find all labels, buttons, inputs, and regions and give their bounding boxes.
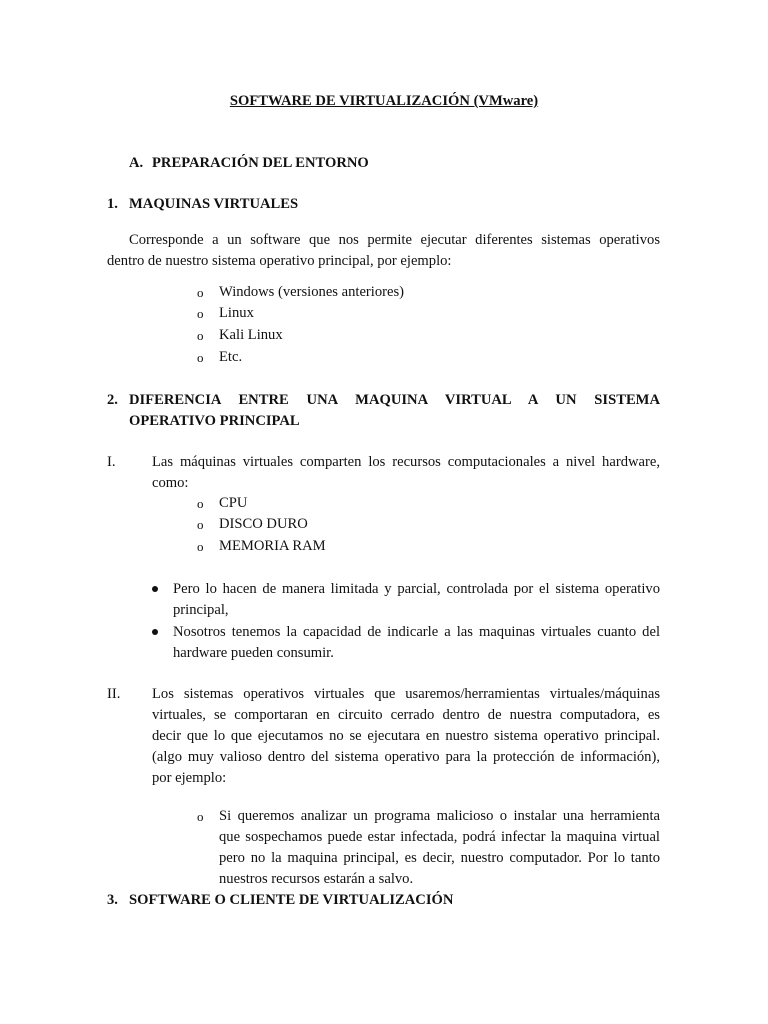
paragraph-line: nuestros recursos estarán a salvo.: [219, 871, 414, 887]
list-item: Kali Linux: [219, 327, 283, 343]
section-2-marker: 2.: [107, 392, 118, 408]
section-1-paragraph: [107, 230, 660, 272]
circle-bullet-icon: o: [197, 328, 204, 343]
section-2-heading: [129, 390, 660, 432]
roman-marker-ii: II.: [107, 686, 121, 702]
paragraph-line: principal,: [173, 602, 229, 618]
paragraph-line: como:: [152, 475, 189, 491]
heading-line: OPERATIVO PRINCIPAL: [129, 413, 300, 429]
circle-bullet-icon: o: [197, 809, 204, 824]
section-a-marker: A.: [129, 155, 144, 171]
section-1-heading: MAQUINAS VIRTUALES: [129, 196, 299, 212]
document-title: SOFTWARE DE VIRTUALIZACIÓN (VMware): [229, 93, 539, 109]
circle-bullet-icon: o: [197, 539, 204, 554]
heading-line: DIFERENCIA ENTRE UNA MAQUINA VIRTUAL A UN SISTEMA: [129, 392, 660, 408]
list-item: MEMORIA RAM: [219, 538, 326, 554]
paragraph-line: dentro de nuestro sistema operativo principal, por ejemplo:: [107, 253, 452, 269]
paragraph-line: virtuales, se comportaran en circuito cerrado dentro de nuestra computadora, es: [152, 707, 660, 723]
dot-bullet-icon: [152, 586, 158, 592]
list-item: Linux: [219, 305, 254, 321]
paragraph-line: Pero lo hacen de manera limitada y parcial, controlada por el sistema operativo: [173, 581, 660, 597]
paragraph-line: (algo muy valioso dentro del sistema operativo para la protección de información),: [152, 749, 660, 765]
dot-bullet-item: [173, 622, 660, 664]
paragraph-line: Nosotros tenemos la capacidad de indicarle a las maquinas virtuales cuanto del: [173, 624, 660, 640]
circle-bullet-icon: o: [197, 517, 204, 532]
circle-bullet-icon: o: [197, 350, 204, 365]
dot-bullet-item: [173, 579, 660, 621]
circle-bullet-icon: o: [197, 285, 204, 300]
list-item: Etc.: [219, 349, 243, 365]
paragraph-line: Las máquinas virtuales comparten los recursos computacionales a nivel hardware,: [152, 454, 660, 470]
section-a-heading: PREPARACIÓN DEL ENTORNO: [152, 155, 369, 171]
list-item: CPU: [219, 495, 248, 511]
paragraph-line: decir que lo que ejecutamos no se ejecutara en nuestro sistema operativo principal.: [152, 728, 660, 744]
paragraph-line: que sospechamos puede estar infectada, podrá infectar la maquina virtual: [219, 829, 660, 845]
section-1-marker: 1.: [107, 196, 118, 212]
paragraph-line: Los sistemas operativos virtuales que usaremos/herramientas virtuales/máquinas: [152, 686, 660, 702]
paragraph-line: Si queremos analizar un programa malicioso o instalar una herramienta: [219, 808, 660, 824]
list-item: DISCO DURO: [219, 516, 308, 532]
paragraph-line: Corresponde a un software que nos permite ejecutar diferentes sistemas operativos: [129, 232, 660, 248]
paragraph-line: hardware pueden consumir.: [173, 645, 334, 661]
point-ii-text: [152, 684, 660, 789]
circle-bullet-icon: o: [197, 306, 204, 321]
paragraph-line: por ejemplo:: [152, 770, 227, 786]
paragraph-line: pero no la maquina principal, es decir, nuestro computador. Por lo tanto: [219, 850, 660, 866]
list-item: Windows (versiones anteriores): [219, 284, 405, 300]
section-3-heading: SOFTWARE O CLIENTE DE VIRTUALIZACIÓN: [129, 892, 454, 908]
dot-bullet-icon: [152, 629, 158, 635]
circle-bullet-icon: o: [197, 496, 204, 511]
roman-marker-i: I.: [107, 454, 116, 470]
point-i-text: [152, 452, 660, 494]
point-ii-sub-item: [219, 806, 660, 890]
section-3-marker: 3.: [107, 892, 118, 908]
